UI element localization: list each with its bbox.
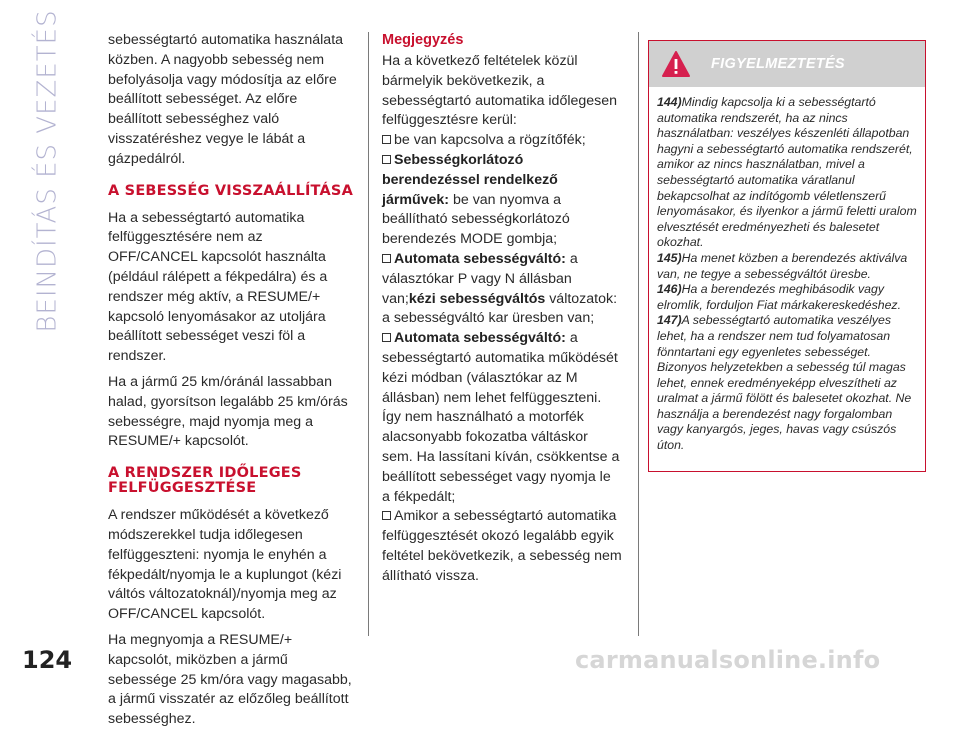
paragraph: Ha a sebességtartó automatika felfüggesztésére nem az OFF/CANCEL kapcsolót használta (például rálépett a fékpedálra) és a rendszer még aktív, a RESUME/+ kapcsoló lenyomásakor az utoljára beállított sebességet veszi föl a rendszer. bbox=[108, 209, 328, 365]
paragraph: Ha megnyomja a RESUME/+ kapcsolót, miközben a jármű sebessége 25 km/óra vagy magasabb, a jármű visszatér az előzőleg beállított sebességhez. bbox=[108, 631, 352, 728]
chapter-title-text: BEINDÍTÁS ÉS VEZETÉS bbox=[33, 9, 64, 333]
paragraph: A rendszer működését a következő módszerekkel tudja időlegesen felfüggeszteni: nyomja le enyhén a fékpedált/nyomja le a kuplungot (kézi váltós változatoknál)/nyomja meg az OFF/CANCEL kapcsolót. bbox=[108, 507, 342, 623]
watermark: carmanualsonline.info bbox=[575, 646, 881, 674]
warning-box bbox=[648, 40, 926, 472]
checkbox-bullet-icon bbox=[382, 155, 391, 164]
middle-column bbox=[382, 31, 622, 587]
warning-item: 144)Mindig kapcsolja ki a sebességtartó automatika rendszerét, ha az nincs használatban: veszélyes készenléti állapotban hagyni a sebességtartó automatika rendszerét, amikor az nincs használatban, mivel a sebességtartó automatika váratlanul bekapcsolhat az indítógomb véletlenszerű lenyomásakor, és ilyenkor a jármű feletti uralom elvesztését eredményezheti és balesetet okozhat. bbox=[657, 95, 917, 250]
checkbox-bullet-icon bbox=[382, 333, 391, 342]
list-item: Sebességkorlátozó berendezéssel rendelkező járművek: be van nyomva a beállítható sebességkorlátozó berendezés MODE gombja; bbox=[382, 151, 570, 248]
warning-header bbox=[649, 41, 925, 87]
section-heading-temporary-suspend: A RENDSZER IDŐLEGES FELFÜGGESZTÉSE bbox=[108, 465, 302, 497]
column-divider bbox=[368, 32, 369, 636]
page-number: 124 bbox=[22, 646, 73, 674]
section-heading-speed-resume: A SEBESSÉG VISSZAÁLLÍTÁSA bbox=[108, 182, 354, 199]
left-column bbox=[108, 31, 353, 736]
note-intro: Ha a következő feltételek közül bármelyik bekövetkezik, a sebességtartó automatika időlegesen felfüggesztésre kerül: bbox=[382, 53, 618, 129]
warning-title: FIGYELMEZTETÉS bbox=[711, 56, 845, 72]
chapter-sidebar-title bbox=[22, 9, 74, 333]
column-divider bbox=[638, 32, 639, 636]
checkbox-bullet-icon bbox=[382, 254, 391, 263]
checkbox-bullet-icon bbox=[382, 511, 391, 520]
paragraph: Ha a jármű 25 km/óránál lassabban halad, gyorsítson legalább 25 km/órás sebességre, majd nyomja meg a RESUME/+ kapcsolót. bbox=[108, 373, 348, 450]
warning-item: 146)Ha a berendezés meghibásodik vagy elromlik, forduljon Fiat márkakereskedéshez. bbox=[657, 282, 901, 312]
list-item: Automata sebességváltó: a sebességtartó automatika működését kézi módban (választókar az M állásban) nem lehet felfüggeszteni. Így nem használható a motorfék alacsonyabb fokozatba váltáskor sem. Ha lassítani kíván, csökkentse a beállított sebességet vagy nyomja le a fékpedált; bbox=[382, 330, 620, 505]
paragraph: sebességtartó automatika használata közben. A nagyobb sebesség nem befolyásolja vagy módosítja az előre beállított sebességet. Az előre beállított sebességhez való visszatéréshez vegye le lábát a gázpedálról. bbox=[108, 32, 344, 167]
warning-triangle-icon bbox=[661, 50, 691, 78]
warning-item: 145)Ha menet közben a berendezés aktiválva van, ne tegye a sebességváltót üresbe. bbox=[657, 250, 908, 281]
list-item: be van kapcsolva a rögzítőfék; bbox=[382, 131, 622, 151]
checkbox-bullet-icon bbox=[382, 135, 391, 144]
note-heading: Megjegyzés bbox=[382, 32, 464, 48]
list-item: Amikor a sebességtartó automatika felfüggesztését okozó legalább egyik feltétel bekövetkezik, a sebesség nem állítható vissza. bbox=[382, 508, 622, 584]
warning-item: 147)A sebességtartó automatika veszélyes lehet, ha a rendszer nem tud folyamatosan fönntartani egy egyenletes sebességet. Bizonyos helyzetekben a sebesség túl magas lehet, ennek eredményeképp elveszítheti az uralmat a jármű fölött és balesetet okozhat. Ne használja a berendezést nagy forgalomban vagy kanyargós, jeges, havas vagy csúszós úton. bbox=[657, 313, 912, 453]
list-item: Automata sebességváltó: a választókar P vagy N állásban van;kézi sebességváltós változatok: a sebességváltó kar üresben van; bbox=[382, 250, 618, 327]
warning-body bbox=[649, 87, 925, 454]
